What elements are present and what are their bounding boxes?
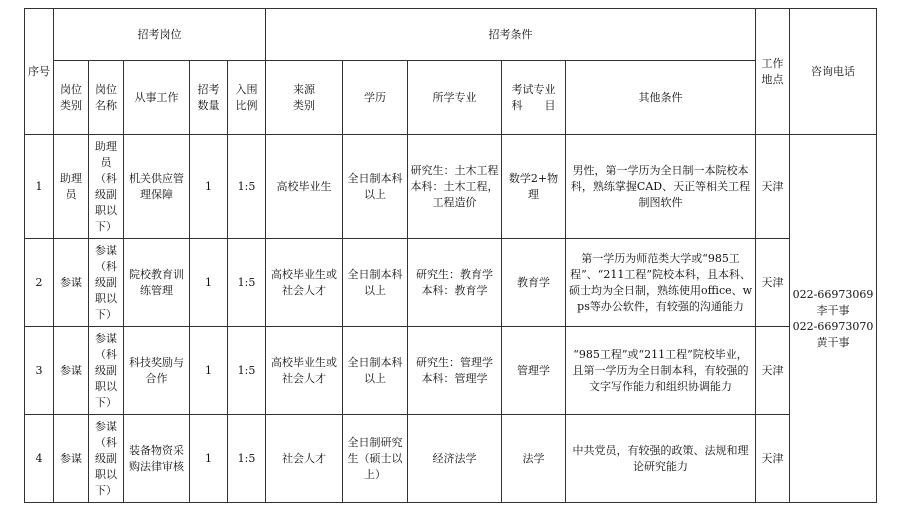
recruitment-table <box>24 8 877 503</box>
row-ratio: 1:5 <box>228 415 266 503</box>
row-major: 研究生：教育学 本科：教育学 <box>408 239 502 327</box>
ratio-header: 入围 比例 <box>228 61 266 135</box>
row-exam: 法学 <box>502 415 566 503</box>
row-education: 全日制本科以上 <box>343 327 408 415</box>
row-count: 1 <box>190 327 228 415</box>
exam-header: 考试专业 科 目 <box>502 61 566 135</box>
row-major: 经济法学 <box>408 415 502 503</box>
row-ratio: 1:5 <box>228 239 266 327</box>
education-header: 学历 <box>343 61 408 135</box>
row-education: 全日制本科以上 <box>343 239 408 327</box>
row-other: “985工程”或“211工程”院校毕业，且第一学历为全日制本科，有较强的文字写作能力和组织协调能力 <box>566 327 756 415</box>
table-row <box>25 415 877 503</box>
row-duty: 机关供应管理保障 <box>124 135 190 239</box>
contact-cell <box>790 135 877 503</box>
row-education: 全日制研究生（硕士以上） <box>343 415 408 503</box>
major-header: 所学专业 <box>408 61 502 135</box>
row-duty: 科技奖励与合作 <box>124 327 190 415</box>
row-ratio: 1:5 <box>228 135 266 239</box>
header-row-top <box>25 9 877 61</box>
table-row <box>25 327 877 415</box>
row-duty: 装备物资采购法律审核 <box>124 415 190 503</box>
contact-name-1: 李干事 <box>816 303 850 317</box>
other-header: 其他条件 <box>566 61 756 135</box>
row-exam: 数学2+物理 <box>502 135 566 239</box>
row-count: 1 <box>190 239 228 327</box>
row-education: 全日制本科以上 <box>343 135 408 239</box>
row-other: 第一学历为师范类大学或“985工程”、“211工程”院校本科，且本科、硕士均为全日制，熟练使用office、wps等办公软件，有较强的沟通能力 <box>566 239 756 327</box>
contact-phone-2: 022-66973070 <box>792 319 874 333</box>
duty-header: 从事工作 <box>124 61 190 135</box>
row-location: 天津 <box>756 415 790 503</box>
row-post-type: 参谋 <box>54 327 89 415</box>
row-source: 高校毕业生或社会人才 <box>266 327 343 415</box>
row-seq: 4 <box>25 415 54 503</box>
post-name-header: 岗位 名称 <box>89 61 124 135</box>
row-count: 1 <box>190 415 228 503</box>
count-header: 招考 数量 <box>190 61 228 135</box>
row-location: 天津 <box>756 135 790 239</box>
row-ratio: 1:5 <box>228 327 266 415</box>
header-row-sub <box>25 61 877 135</box>
contact-phone-1: 022-66973069 <box>792 287 874 301</box>
row-other: 男性，第一学历为全日制一本院校本科，熟练掌握CAD、天正等相关工程制图软件 <box>566 135 756 239</box>
table-row <box>25 239 877 327</box>
row-post-type: 参谋 <box>54 415 89 503</box>
row-major: 研究生：管理学 本科：管理学 <box>408 327 502 415</box>
row-post-name: 参谋（科级副职以下） <box>89 415 124 503</box>
row-seq: 2 <box>25 239 54 327</box>
row-post-type: 助理员 <box>54 135 89 239</box>
row-exam: 教育学 <box>502 239 566 327</box>
row-post-name: 参谋（科级副职以下） <box>89 327 124 415</box>
row-post-name: 参谋（科级副职以下） <box>89 239 124 327</box>
row-duty: 院校教育训练管理 <box>124 239 190 327</box>
row-post-type: 参谋 <box>54 239 89 327</box>
phone-header: 咨询电话 <box>790 9 877 135</box>
position-group-header: 招考岗位 <box>54 9 266 61</box>
row-seq: 1 <box>25 135 54 239</box>
seq-header: 序号 <box>25 9 54 135</box>
row-major: 研究生：土木工程 本科：土木工程，工程造价 <box>408 135 502 239</box>
row-source: 高校毕业生或社会人才 <box>266 239 343 327</box>
conditions-group-header: 招考条件 <box>266 9 756 61</box>
row-exam: 管理学 <box>502 327 566 415</box>
source-header: 来源 类别 <box>266 61 343 135</box>
row-seq: 3 <box>25 327 54 415</box>
row-location: 天津 <box>756 327 790 415</box>
row-location: 天津 <box>756 239 790 327</box>
row-source: 社会人才 <box>266 415 343 503</box>
location-header: 工作地点 <box>756 9 790 135</box>
table-row <box>25 135 877 239</box>
row-other: 中共党员，有较强的政策、法规和理论研究能力 <box>566 415 756 503</box>
post-type-header: 岗位 类别 <box>54 61 89 135</box>
row-post-name: 助理员（科级副职以下） <box>89 135 124 239</box>
row-count: 1 <box>190 135 228 239</box>
contact-name-2: 黄干事 <box>816 335 850 349</box>
row-source: 高校毕业生 <box>266 135 343 239</box>
